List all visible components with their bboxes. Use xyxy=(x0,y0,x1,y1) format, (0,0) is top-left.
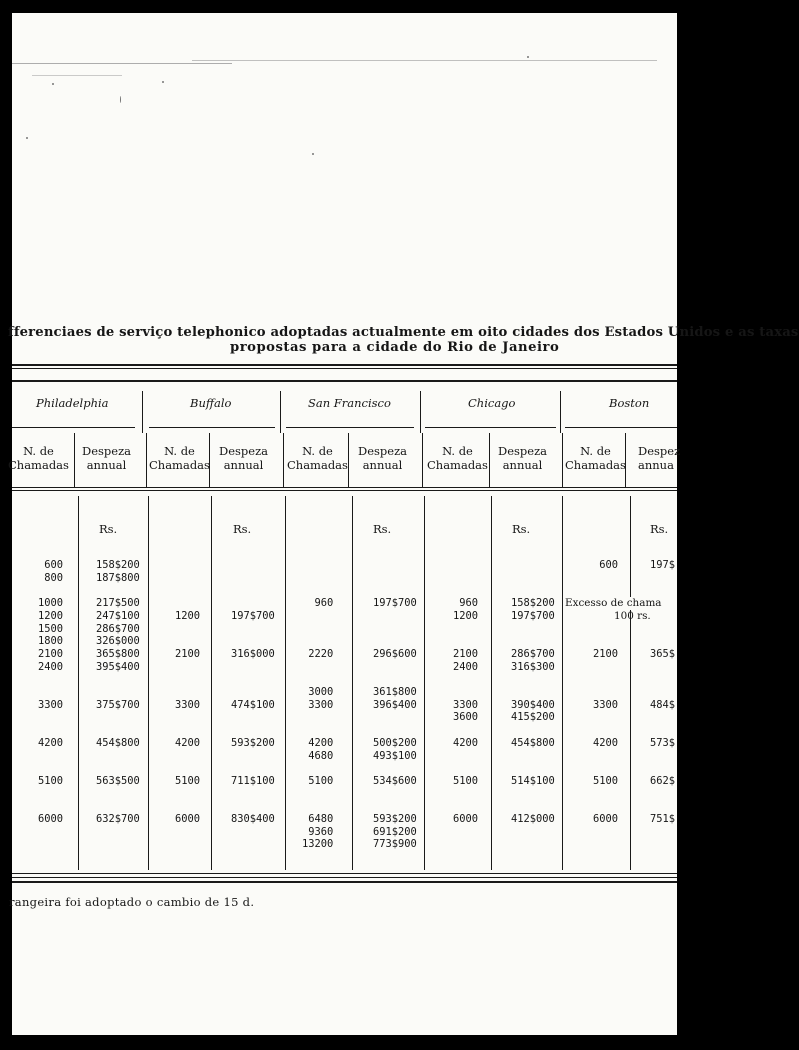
column-divider xyxy=(422,433,423,487)
column-divider xyxy=(283,433,284,487)
header-bottom-rule-2 xyxy=(12,490,677,491)
boston-expense-column: 197$ 365$ 484$ 573$ 662$ 751$ xyxy=(650,559,676,826)
scan-artifact-line xyxy=(12,63,232,64)
philadelphia-expense-column: 158$200 187$800 217$500 247$100 286$700 326$000 365$800 395$400 375$700 454$800 563$500 632$700 xyxy=(96,559,140,826)
header-expense: Despeza annual xyxy=(219,444,269,472)
city-chicago: Chicago xyxy=(468,396,516,410)
document-page xyxy=(8,13,799,1035)
city-san-francisco: San Francisco xyxy=(308,396,391,410)
city-philadelphia: Philadelphia xyxy=(36,396,109,410)
header-calls: N. de Chamadas xyxy=(149,444,210,472)
city-underline xyxy=(12,427,135,428)
column-divider xyxy=(78,496,79,870)
footnote: rangeira foi adoptado o cambio de 15 d. xyxy=(9,895,255,909)
header-expense: Despeza annual xyxy=(82,444,132,472)
column-divider xyxy=(74,433,75,487)
page-subtitle: propostas para a cidade do Rio de Janeiro xyxy=(230,340,560,355)
table-bottom-rule xyxy=(12,873,677,874)
scan-speck xyxy=(26,137,28,139)
header-expense: Despeza annual xyxy=(498,444,548,472)
city-underline xyxy=(149,427,275,428)
scan-artifact-line xyxy=(32,75,122,76)
boston-excess-note: Excesso de chama xyxy=(565,597,662,609)
buffalo-expense-column: 197$700 316$000 474$100 593$200 711$100 830$400 xyxy=(231,609,275,826)
city-underline xyxy=(425,427,556,428)
header-calls: N. de Chamadas xyxy=(287,444,348,472)
column-divider xyxy=(146,433,147,487)
table-bottom-rule-2 xyxy=(12,877,677,878)
group-divider xyxy=(420,391,421,433)
boston-excess-note-rate: 100 rs. xyxy=(614,610,651,622)
scan-speck xyxy=(52,83,54,85)
column-divider xyxy=(630,496,631,870)
table-top-rule xyxy=(12,364,677,366)
column-divider xyxy=(424,496,425,870)
column-divider xyxy=(348,433,349,487)
chicago-expense-column: 158$200 197$700 286$700 316$300 390$400 415$200 454$800 514$100 412$000 xyxy=(511,597,555,826)
table-bottom-rule-3 xyxy=(12,881,677,883)
buffalo-calls-column: 1200 2100 3300 4200 5100 6000 xyxy=(175,609,201,826)
header-expense-cut: Despez annua xyxy=(638,444,681,472)
group-divider xyxy=(560,391,561,433)
page-title: fferenciaes de serviço telephonico adoptadas actualmente em oito cidades dos Estados Unidos e as taxas xyxy=(8,325,799,340)
scan-speck xyxy=(312,153,314,155)
sf-calls-column: 960 2220 3000 3300 4200 4680 5100 6480 9360 13200 xyxy=(302,597,334,851)
currency-label: Rs. xyxy=(233,522,252,536)
currency-label: Rs. xyxy=(99,522,118,536)
chicago-calls-column: 960 1200 2100 2400 3300 3600 4200 5100 6000 xyxy=(453,597,479,826)
city-buffalo: Buffalo xyxy=(190,396,232,410)
currency-label: Rs. xyxy=(373,522,392,536)
currency-label: Rs. xyxy=(650,522,669,536)
header-bottom-rule xyxy=(12,487,677,488)
group-divider xyxy=(280,391,281,433)
scan-speck xyxy=(120,96,121,103)
column-divider xyxy=(211,496,212,870)
city-underline xyxy=(286,427,414,428)
scan-speck xyxy=(162,81,164,83)
column-divider xyxy=(352,496,353,870)
column-divider xyxy=(491,496,492,870)
column-divider xyxy=(148,496,149,870)
table-top-rule-3 xyxy=(12,380,677,382)
scan-speck xyxy=(527,56,529,58)
header-calls: N. de Chamadas xyxy=(565,444,626,472)
group-divider xyxy=(142,391,143,433)
column-divider xyxy=(285,496,286,870)
city-boston: Boston xyxy=(609,396,650,410)
header-calls: N. de Chamadas xyxy=(8,444,69,472)
column-divider xyxy=(562,496,563,870)
column-divider xyxy=(489,433,490,487)
city-underline xyxy=(565,427,677,428)
sf-expense-column: 197$700 296$600 361$800 396$400 500$200 493$100 534$600 593$200 691$200 773$900 xyxy=(373,597,417,851)
currency-label: Rs. xyxy=(512,522,531,536)
scan-artifact-line xyxy=(192,60,657,61)
philadelphia-calls-column: 600 800 1000 1200 1500 1800 2100 2400 3300 4200 5100 6000 xyxy=(38,559,64,826)
header-expense: Despeza annual xyxy=(358,444,408,472)
header-calls: N. de Chamadas xyxy=(427,444,488,472)
column-divider xyxy=(562,433,563,487)
table-top-rule-thin xyxy=(12,368,677,369)
boston-calls-column: 600 2100 3300 4200 5100 6000 xyxy=(593,559,619,826)
